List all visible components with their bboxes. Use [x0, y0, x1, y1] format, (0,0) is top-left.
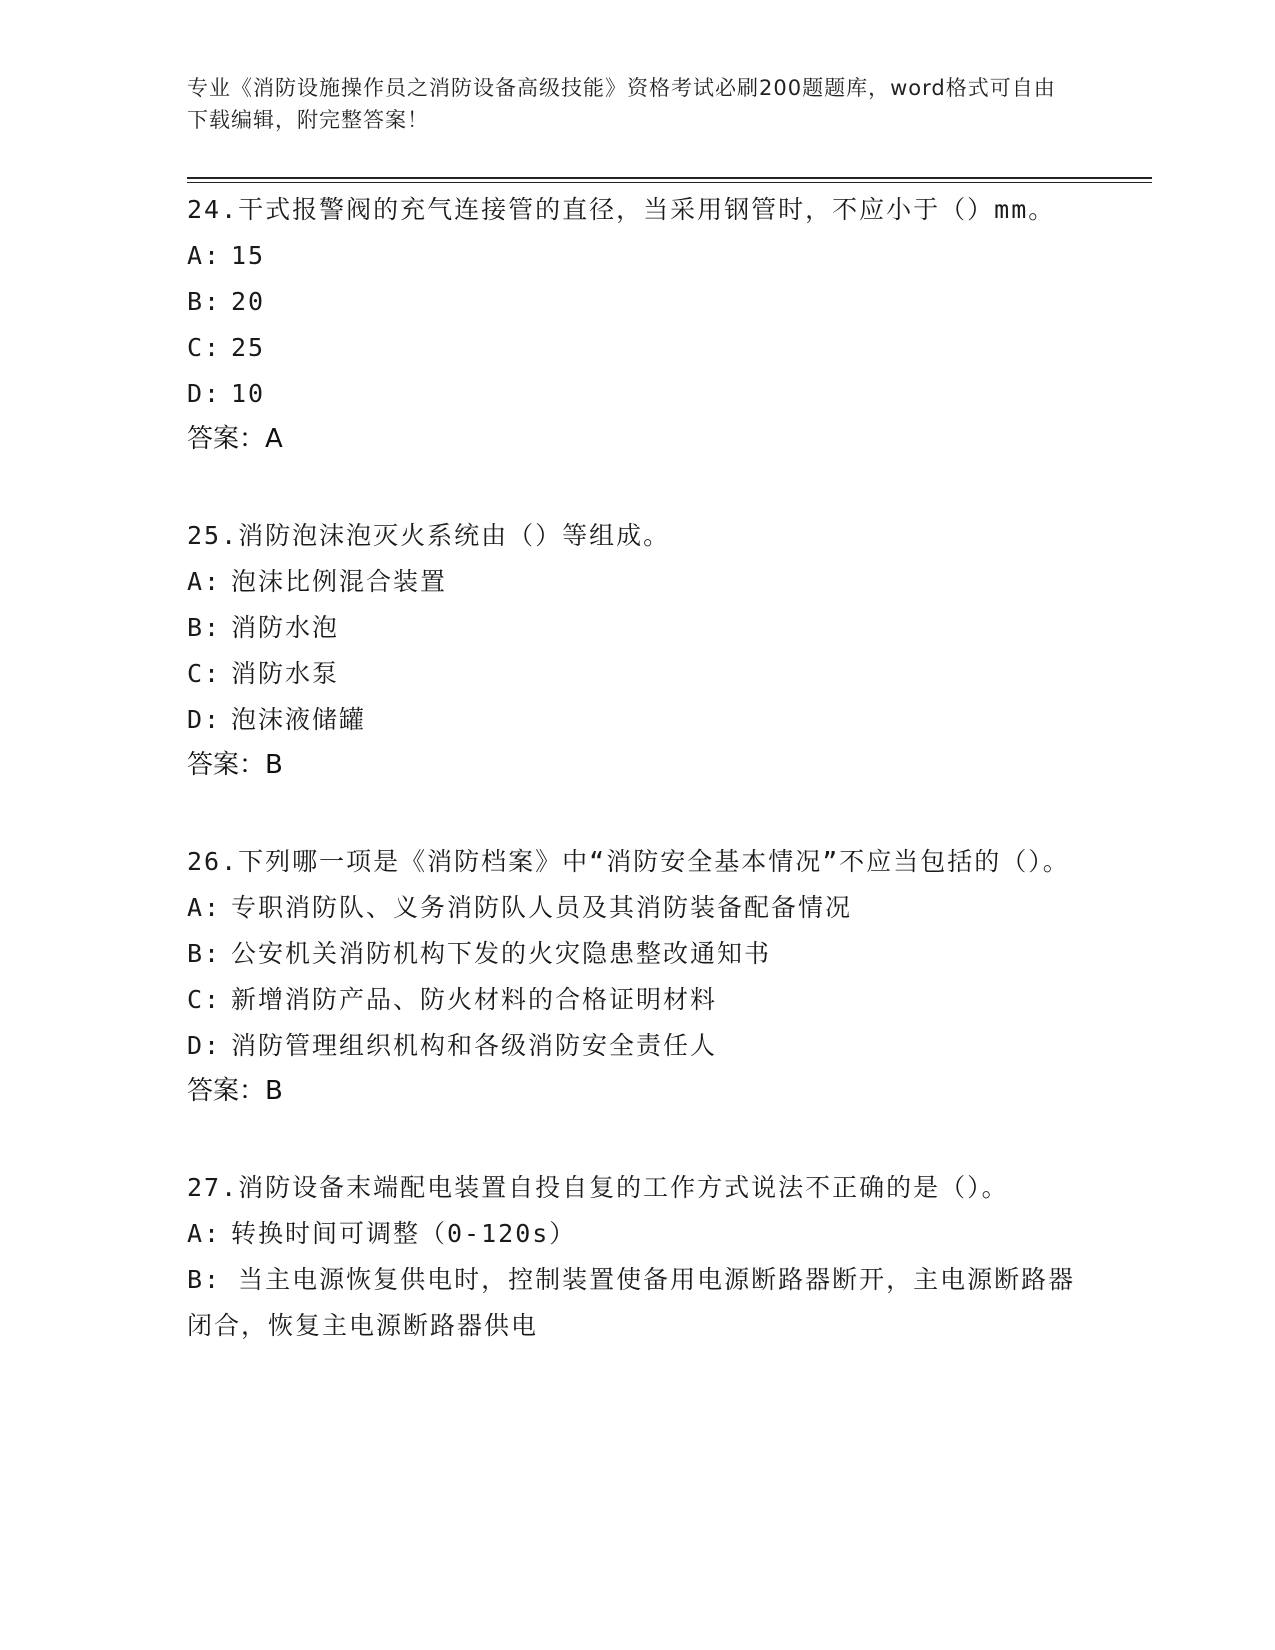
- option-letter: A:: [187, 893, 222, 922]
- option-c: [187, 325, 1087, 371]
- option-c: [187, 651, 1087, 697]
- question-stem: 27.消防设备末端配电装置自投自复的工作方式说法不正确的是（）。: [187, 1173, 1009, 1202]
- question-stem: 25.消防泡沫泡灭火系统由（）等组成。: [187, 521, 671, 550]
- option-text: 消防水泵: [231, 659, 340, 688]
- option-text: 专职消防队、义务消防队人员及其消防装备配备情况: [231, 893, 853, 922]
- header-rule: [187, 177, 1152, 179]
- answer: 答案：A: [187, 424, 283, 454]
- option-c: [187, 977, 1087, 1023]
- option-text: 15: [231, 241, 266, 270]
- option-text: 当主电源恢复供电时，控制装置使备用电源断路器断开，主电源断路器闭合，恢复主电源断路器供电: [187, 1265, 1076, 1340]
- answer: 答案：B: [187, 1076, 283, 1106]
- question-26: [187, 839, 1087, 1113]
- question-25: [187, 513, 1087, 787]
- option-a: [187, 559, 1087, 605]
- option-text: 消防水泡: [231, 613, 340, 642]
- option-b: [187, 931, 1087, 977]
- option-letter: C:: [187, 333, 222, 362]
- option-letter: B:: [187, 287, 222, 316]
- page-header: [187, 72, 1067, 136]
- option-letter: A:: [187, 567, 222, 596]
- question-27: [187, 1165, 1087, 1349]
- option-text: 10: [231, 379, 266, 408]
- option-text: 泡沫比例混合装置: [231, 567, 448, 596]
- option-letter: C:: [187, 985, 222, 1014]
- option-a: [187, 233, 1087, 279]
- option-letter: C:: [187, 659, 222, 688]
- option-d: [187, 697, 1087, 743]
- question-24: [187, 187, 1087, 461]
- answer: 答案：B: [187, 750, 283, 780]
- option-b: [187, 279, 1087, 325]
- option-letter: A:: [187, 1219, 222, 1248]
- option-b: [187, 605, 1087, 651]
- header-text: 专业《消防设施操作员之消防设备高级技能》资格考试必刷200题题库，word格式可自由下载编辑，附完整答案！: [187, 76, 1056, 132]
- option-text: 转换时间可调整（0-120s）: [231, 1219, 577, 1248]
- option-letter: A:: [187, 241, 222, 270]
- option-letter: B:: [187, 939, 222, 968]
- option-letter: D:: [187, 379, 222, 408]
- option-text: 20: [231, 287, 266, 316]
- option-d: [187, 371, 1087, 417]
- option-text: 25: [231, 333, 266, 362]
- option-letter: B:: [187, 1265, 222, 1294]
- option-d: [187, 1023, 1087, 1069]
- option-text: 新增消防产品、防火材料的合格证明材料: [231, 985, 718, 1014]
- header-rule-thin: [187, 182, 1152, 183]
- option-b: [187, 1257, 1087, 1349]
- question-stem: 24.干式报警阀的充气连接管的直径，当采用钢管时，不应小于（）mm。: [187, 195, 1056, 224]
- option-text: 消防管理组织机构和各级消防安全责任人: [231, 1031, 718, 1060]
- option-letter: D:: [187, 1031, 222, 1060]
- option-text: 泡沫液储罐: [231, 705, 367, 734]
- option-letter: B:: [187, 613, 222, 642]
- option-a: [187, 1211, 1087, 1257]
- option-a: [187, 885, 1087, 931]
- question-list: [187, 187, 1087, 1401]
- option-text: 公安机关消防机构下发的火灾隐患整改通知书: [231, 939, 772, 968]
- option-letter: D:: [187, 705, 222, 734]
- question-stem: 26.下列哪一项是《消防档案》中“消防安全基本情况”不应当包括的（）。: [187, 847, 1070, 876]
